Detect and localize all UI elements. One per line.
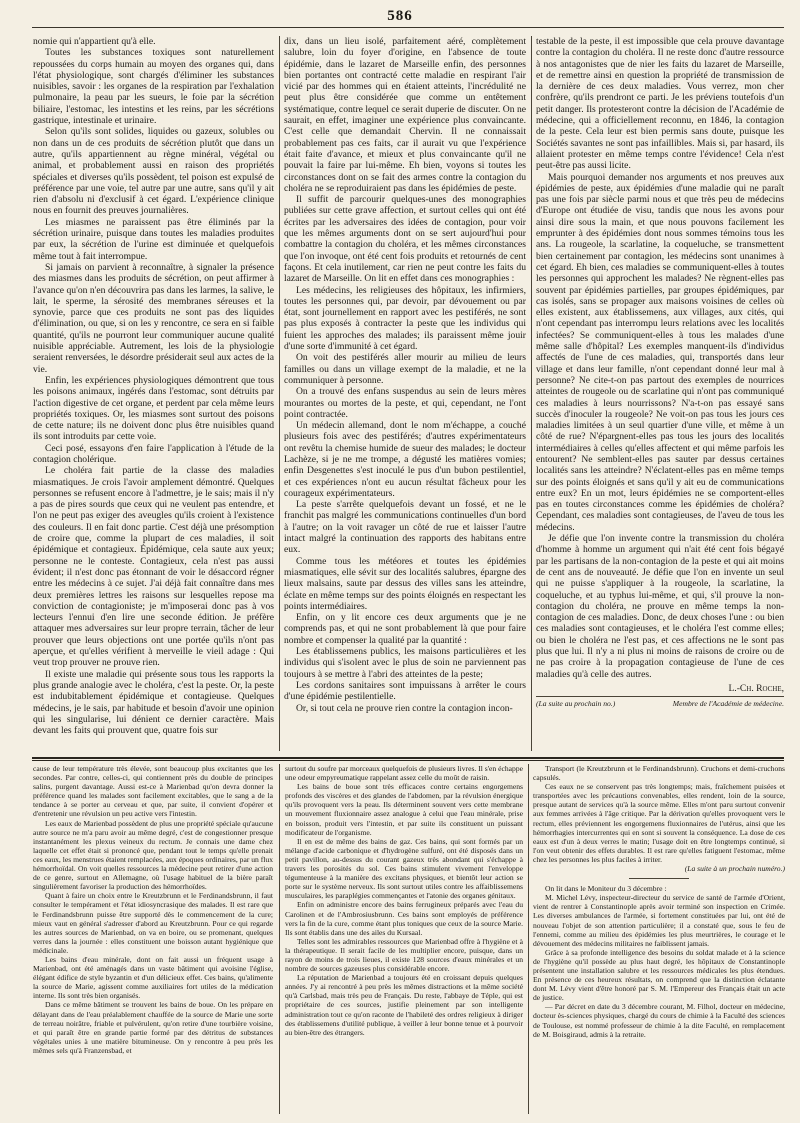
- paragraph: Les bains d'eau minérale, dont on fait aussi un fréquent usage à Marienbad, ont été aménagés dans un vaste bâtiment qui avoisine l'église, élégant édifice de style byzantin et d'un délicieux effet. Ces bains, qu'alimente la source de Marie, agissent comme auxiliaires fort utiles de la médication interne. Ils sont très bien organisés.: [33, 954, 273, 1001]
- paragraph: dix, dans un lieu isolé, parfaitement aéré, complètement salubre, loin du foyer d'origine, en l'absence de toute épidémie, dans le lazaret de Marseille enfin, des personnes bien portantes ont contracté cette maladie en respirant l'air vicié par des hommes qui en étaient atteints, l'incrédulité ne peut plus être considérée que comme un entêtement systématique, contre lequel ce serait duperie de discuter. On ne saurait, en effet, imaginer une expérience plus convaincante. C'est celle que demandait Chervin. Il ne connaissait probablement pas ces faits, car il aurait vu que l'expérience était faite d'avance, et mieux et plus convaincante qu'il ne pouvait la faire par lui-même. Eh bien, voyons si toutes les circonstances dont on se fait des armes contre la contagion du choléra ne se reproduiraient pas dans les épidémies de peste.: [284, 36, 526, 194]
- upper-column-3: [536, 36, 784, 751]
- paragraph: La réputation de Marienbad a toujours été en croissant depuis quelques années. J'y ai rencontré à peu près les mêmes distractions et la même société qu'à Carlsbad, mais très peu de Français. Du reste, l'abbaye de Téple, qui est propriétaire de ces sources, justifie pleinement par son intelligente administration tout ce qu'on raconte de l'habileté des ordres religieux à diriger des établissemens d'utilité publique, à veiller à leur bonne tenue et à pourvoir au bien-être des étrangers.: [285, 973, 523, 1037]
- paragraph: Les cordons sanitaires sont impuissans à arrêter le cours d'une épidémie pestilentielle.: [284, 679, 526, 703]
- paragraph: testable de la peste, il est impossible que cela prouve davantage contre la contagion du choléra. Il ne reste donc d'autre ressource à nos antagonistes que de nier les faits du lazaret de Marseille, et de remettre ainsi en question la propriété de transmission de la dernière de ces deux maladies. Vous verrez, mon cher confrère, qu'ils prendront ce parti. Je les préviens toutefois d'un petit danger. Ils protesteront contre la décision de l'Académie de médecine, qui a officiellement reconnu, en 1846, la contagion de la peste. Cela leur est bien permis sans doute, puisque les Sociétés savantes ne sont pas infaillibles. Mais si, par hasard, ils allaient protester en même temps contre l'évidence! Cela n'est peut-être pas aussi licite.: [536, 36, 784, 172]
- column-divider: [279, 36, 280, 751]
- paragraph: Je défie que l'on invente contre la transmission du choléra d'homme à homme un argument qui n'ait été cent fois bégayé par les partisans de la non-contagion de la peste et qui ait moins de cent ans de nouveauté. Je défie que l'on en invente un seul qui ne puisse s'appliquer à la rougeole, la scarlatine, la coqueluche, et au typhus lui-même, et qui, s'il prouve la non-contagion du choléra, ne prouve en même temps la non-contagion de ces maladies. Donc, de deux choses l'une : ou bien ces maladies sont contagieuses, et le choléra l'est comme elles; ou bien le choléra ne l'est pas, et ces affections ne le sont pas plus que lui. Il n'y a ni plus ni moins de raisons de croire ou de ne pas croire à la propagation contagieuse de l'une de ces maladies qu'à celle des autres.: [536, 533, 784, 680]
- section-rule-thin: [32, 760, 784, 761]
- paragraph: Il en est de même des bains de gaz. Ces bains, qui sont formés par un mélange d'acide carbonique et d'hydrogène sulfuré, ont été disposés dans un petit pavillon, au-dessus du courant gazeux très abondant qui s'échappe à travers les porosités du sol. Ces bains stimulent vivement l'enveloppe tégumenteuse à la manière des excitans physiques, et bientôt leur action se porte sur le système nerveux. Ils sont surtout utiles contre les affaiblissemens musculaires, les paraplégies commençantes et l'atonie des organes génitaux.: [285, 836, 523, 901]
- paragraph: Les établissemens publics, les maisons particulières et les individus qui s'isolent avec le plus de soin ne parviennent pas toujours à se mettre à l'abri des atteintes de la peste;: [284, 646, 526, 680]
- paragraph: Les bains de boue sont très efficaces contre certains engorgemens profonds des viscères et des glandes de l'abdomen, par la révulsion énergique qu'ils provoquent vers la peau. Ils déterminent souvent vers cette membrane un mouvement fluxionnaire assez analogue à celui que l'eau minérale, prise en boisson, produit vers l'intestin, et par suite ils constituent un puissant modificateur de l'organisme.: [285, 782, 523, 837]
- paragraph: Dans ce même bâtiment se trouvent les bains de boue. On les prépare en délayant dans de l'eau préalablement chauffée de la source de Marie une sorte de terreau noirâtre, friable et pulvérulent, qu'on retire d'une tourbière voisine, et qui paraît être en grande partie formé par des détritus de substances végétales unies à une matière bitumineuse. On y rencontre à peu près les mêmes sels qu'à Franzensbad, et: [33, 1000, 273, 1055]
- paragraph: — Par décret en date du 3 décembre courant, M. Filhol, docteur en médecine, docteur ès-sciences physiques, chargé du cours de chimie à la Faculté des sciences de Toulouse, est nommé professeur de chimie à la dite Faculté, en remplacement de M. Boisgiraud, admis à la retraite.: [533, 1002, 785, 1039]
- paragraph: Comme tous les météores et toutes les épidémies miasmatiques, elle sévit sur des localités salubres, épargne des lieux malsains, saute par dessus des villes sans les atteindre, éclate en même temps sur des points éloignés en respectant les points intermédiaires.: [284, 555, 526, 612]
- paragraph: cause de leur température très élevée, sont beaucoup plus excitantes que les secondes. Par contre, celles-ci, qui contiennent près du double de principes salins, purgent davantage. Aussi est-ce à Marienbad qu'on devra donner la préférence quand les malades sont facilement excitables, que le sang a de la tendance à se porter au cerveau et que, par suite, il convient d'opérer et d'entretenir une révulsion un peu active vers l'intestin.: [33, 764, 273, 819]
- page-number: 586: [387, 8, 413, 24]
- upper-column-1: [33, 36, 274, 751]
- paragraph: La peste s'arrête quelquefois devant un fossé, et ne le franchit pas malgré les communications continuelles d'un bord à l'autre; on la voit ravager un côté de rue et laisser l'autre intact malgré la continuation des rapports des habitans entre eux.: [284, 499, 526, 556]
- lower-column-1: [33, 764, 273, 1114]
- section-rule: [32, 757, 784, 759]
- header-rule: [32, 27, 784, 28]
- paragraph: Le choléra fait partie de la classe des maladies miasmatiques. Je crois l'avoir amplement démontré. Quelques personnes se refusent encore à l'admettre, je le sais; mais il n'y a pas de pires sourds que ceux qui ne veulent pas entendre, et l'on ne peut pas exiger des aveugles qu'ils croient à l'existence des couleurs. Il en fait donc partie. C'est déjà une présomption de croire que, comme la plupart de ces maladies, il soit épidémique et contagieux. Épidémique, cela saute aux yeux; personne ne le conteste. Contagieux, cela n'est pas aussi évident; il n'est donc pas étonnant de voir le désaccord régner entre les médecins à ce sujet. J'ai déjà fait connaître dans mes deux premières lettres les raisons sur lesquelles repose ma conviction de contagioniste; je m'imposerai donc pas à vos lecteurs l'ennui d'en lire une seconde édition. Je préfère attaquer mes adversaires sur leur propre terrain, tâcher de leur prouver que leurs objections ont une portée qu'ils n'ont pas aperçue, et qu'elles vérifient à merveille le vieil adage : Qui veut trop prouver ne prouve rien.: [33, 465, 274, 669]
- paragraph: Or, si tout cela ne prouve rien contre la contagion incon-: [296, 702, 513, 714]
- paragraph: Enfin, les expériences physiologiques démontrent que tous les poisons animaux, ingérés dans l'estomac, sont détruits par l'action digestive de cet organe, et perdent par cela même leurs propriétés toxiques. Or, les miasmes sont surtout des poisons de cette nature; ils ne doivent donc plus être nuisibles quand ils sont introduits par cette voie.: [33, 374, 274, 443]
- paragraph: Toutes les substances toxiques sont naturellement repoussées du corps humain au moyen des organes qui, dans l'état physiologique, sont chargés d'éliminer les substances nuisibles, savoir : les organes de la respiration par l'exhalation pulmonaire, la peau par les sueurs, le foie par la sécrétion biliaire, l'estomac, les intestins et les reins, par les sécrétions gastrique, intestinale et urinaire.: [33, 47, 274, 127]
- paragraph: Selon qu'ils sont solides, liquides ou gazeux, solubles ou non dans un de ces produits de sécrétion plutôt que dans un autre, qu'ils appartiennent au règne minéral, végétal ou animal, et probablement aussi en raison des propriétés spéciales et diverses qu'ils possèdent, tel poison est expulsé de préférence par une voie, tel autre par une autre, sans qu'il y ait rien d'absolu ni d'exclusif à cet égard. L'expérience clinique nous en fournit des preuves journalières.: [33, 126, 274, 217]
- author-signature: L.-Ch. Roche,: [728, 682, 784, 694]
- paragraph: On voit des pestiférés aller mourir au milieu de leurs familles ou dans un village exempt de la maladie, et ne la communiquer à personne.: [284, 352, 526, 386]
- paragraph: Ceci posé, essayons d'en faire l'application à l'étude de la contagion cholérique.: [33, 442, 274, 465]
- paragraph: Telles sont les admirables ressources que Marienbad offre à l'hygiène et à la thérapeutique. Il serait facile de les multiplier encore, puisque, dans un rayon de moins de trois lieues, il existe 128 sources d'eaux minérales et un nombre de sources gazeuses plus considérable encore.: [285, 936, 523, 974]
- paragraph: Enfin on administre encore des bains ferrugineux préparés avec l'eau du Carolinen et de l'Ambrosiusbrunn. Ces bains sont employés de préférence vers la fin de la cure, comme étant plus toniques que ceux de la source Marie. Ils sont établis dans une des ailes du Kursaal.: [285, 900, 523, 937]
- paragraph: On lit dans le Moniteur du 3 décembre :: [545, 884, 667, 894]
- paragraph: Il suffit de parcourir quelques-unes des monographies publiées sur cette grave affection, et surtout celles qui ont été écrites par les adversaires des idées de contagion, pour voir que les mêmes arguments dont on se sert aujourd'hui pour combattre la contagion du choléra, et les mêmes circonstances que l'on invoque, ont été cent fois produits et retournés de cent façons. Et cela inutilement, car rien ne peut contre les faits du lazaret de Marseille. On lit en effet dans ces monographies :: [284, 194, 526, 285]
- upper-column-3-body: [536, 36, 784, 680]
- lower-column-2: [285, 764, 523, 1114]
- paragraph: On a trouvé des enfans suspendus au sein de leurs mères mourantes ou mortes de la peste, et qui, cependant, ne l'ont point contractée.: [284, 386, 526, 420]
- column-divider: [528, 764, 529, 1114]
- column-divider: [279, 764, 280, 1114]
- upper-column-2: [284, 36, 526, 751]
- paragraph: (La suite à un prochain numéro.): [684, 864, 785, 874]
- paragraph: nomie qui n'appartient qu'à elle.: [33, 36, 156, 47]
- signature-line: [536, 696, 784, 709]
- paragraph: Grâce à sa profonde intelligence des besoins du soldat malade et à la science de l'hygiène qu'il possède au plus haut degré, les hôpitaux de Constantinople présentent une installation salubre et les ressources médicales les plus étendues. En présence de ces heureux résultats, on comprend que la distinction éclatante dont M. Lévy vient d'être honoré par S. M. l'Empereur des Français était un acte de justice.: [533, 947, 785, 1003]
- paragraph: surtout du soufre par morceaux quelquefois de plusieurs livres. Il s'en échappe une odeur empyreumatique rappelant assez celle du moût de raisin.: [285, 764, 523, 783]
- column-divider: [531, 36, 532, 751]
- paragraph: Il existe une maladie qui présente sous tous les rapports la plus grande analogie avec le choléra, c'est la peste. Or, la peste est indubitablement épidémique et contagieuse. Quelques médecins, je le sais, par habitude et besoin d'avoir une opinion qui les singularise, lui dénient ce dernier caractère. Mais devant les faits qui prouvent que, quatre fois sur: [33, 668, 274, 737]
- section-divider: [629, 878, 689, 879]
- paragraph: M. Michel Lévy, inspecteur-directeur du service de santé de l'armée d'Orient, vient de rentrer à Constantinople après avoir terminé son inspection en Crimée. Les diverses ambulances de l'armée, si fortement constituées par lui, ont été de nouveau l'objet de son attention particulière; il a constaté que, sous le feu de l'ennemi, comme au milieu des épidémies les plus meurtrières, le courage et le dévouement des médecins militaires ne faiblissent jamais.: [533, 893, 785, 948]
- author-title: Membre de l'Académie de médecine.: [672, 699, 784, 709]
- paragraph: Les médecins, les religieuses des hôpitaux, les infirmiers, toutes les personnes qui, par devoir, par dévouement ou par état, sont journellement en rapport avec les pestiférés, ne sont pas plus exposés à contracter la peste que les individus qui fuient les approches des malades; ils paraissent même jouir d'une sorte d'immunité à cet égard.: [284, 284, 526, 353]
- paragraph: Ces eaux ne se conservent pas très longtemps; mais, fraîchement puisées et transportées avec les précautions convenables, elles rendent, loin de la source, presque autant de services qu'à la source même. Elles m'ont paru surtout convenir aux femmes arrivées à l'âge critique. Par la dérivation qu'elles provoquent vers le rectum, elles préviennent les engorgemens fluxionnaires de l'utérus, ainsi que les hémorrhagies intercurrentes qui en sont si souvent la conséquence. La dose de ces eaux est d'un à deux verres le matin; l'usage doit en être longtemps continué, si l'on veut obtenir des effets durables. Il est rare qu'elles fatiguent l'estomac, même chez les personnes les plus faciles à irriter.: [533, 782, 785, 864]
- paragraph: Transport (le Kreutzbrunn et le Ferdinandsbrunn). Cruchons et demi-cruchons capsulés.: [533, 764, 785, 783]
- paragraph: Enfin, on y lit encore ces deux arguments que je ne comprends pas, et qui ne sont probablement là que pour faire nombre et compenser la qualité par la quantité :: [284, 612, 526, 646]
- paragraph: Un médecin allemand, dont le nom m'échappe, a couché plusieurs fois avec des pestiférés; d'autres expérimentateurs ont revêtu la chemise humide de sueur des malades; le docteur Lachèze, si je ne me trompe, a dégusté les matières vomies; enfin Desgenettes s'est inoculé le pus d'un bubon pestilentiel, et ces expériences n'ont eu aucun résultat fâcheux pour les courageux expérimentateurs.: [284, 420, 526, 499]
- paragraph: Si jamais on parvient à reconnaître, à signaler la présence des miasmes dans les produits de sécrétion, on peut affirmer à l'avance qu'on n'en découvrira pas dans les larmes, la salive, le lait, le sperme, la sérosité des membranes séreuses et la synovie, parce que ces produits ne sont pas des liquides d'élimination, ou que, si on les y rencontre, ce sera en si faible quantité, qu'ils ne pourront leur communiquer aucune qualité nuisible appréciable. Autrement, les lois de la physiologie seraient renversées, le désordre présiderait seul aux actes de la vie.: [33, 261, 274, 375]
- paragraph: Quant à faire un choix entre le Kreutzbrunn et le Ferdinandsbrunn, il faut consulter le tempérament et l'état idiosyncrasique des malades. Il est rare que le Ferdinandsbrunn puisse être supporté dès le commencement de la cure; mieux vaut en général s'adresser d'abord au Kreutzbrunn. Pour ce qui regarde les autres sources de Marienbad, on va en boire, ou se promenant, quelques verres dans la journée : elles constituent une boisson autant hygiénique que médicinale.: [33, 891, 273, 955]
- continued-note: (La suite au prochain no.): [536, 699, 616, 709]
- lower-column-3: [533, 764, 785, 1114]
- paragraph: Mais pourquoi demander nos arguments et nos preuves aux épidémies de peste, aux épidémies d'une maladie qui ne paraît pas une fois par siècle parmi nous et que très peu de médecins d'Europe ont étudiée de visu, tandis que nous les avons pour ainsi dire sous la main, et que nous pouvons facilement les emprunter à des épidémies dont nous sommes témoins tous les ans. La rougeole, la scarlatine, la coqueluche, se transmettent bien certainement par contagion, les médecins sont unanimes à cet égard. Eh bien, ces maladies se communiquent-elles à toutes les personnes qui approchent les malades? Ne règnent-elles pas souvent par épidémies partielles, par groupes épidémiques, par cas isolés, sans se propager aux maisons voisines de celles où elles existent, aux établissemens, aux villages, aux cités, qui n'ont cependant pas interrompu leurs relations avec les localités infectées? Se communiquent-elles à tous les malades d'une même salle d'hôpital? Les exemples manquent-ils d'individus affectés de l'une de ces maladies, qui, transportés dans leur village et dans leur famille, n'ont cependant donné leur mal à personne? Ne cite-t-on pas partout des exemples de nourrices atteintes de rougeole ou de scarlatine qui n'ont pas communiqué ces maladies à leurs nourrissons? N'a-t-on pas essayé sans succès d'inoculer la rougeole? Ne voit-on pas tous les jours ces maladies limitées à un seul quartier d'une ville, et même à un côté de rue? N'épargnent-elles pas tous les jours des localités intermédiaires à celles qu'elles affectent et qui même parfois les entourent? Ne semblent-elles pas sauter par dessus certaines localités sans les atteindre? N'éclatent-elles pas en même temps sur des points éloignés et sans qu'il y ait eu de communications entre eux? En un mot, leurs épidémies ne se comportent-elles pas en toutes circonstances comme les épidémies de choléra? Cependant, ces maladies sont contagieuses, de l'aveu de tous les médecins.: [536, 171, 784, 533]
- paragraph: Les eaux de Marienbad possèdent de plus une propriété spéciale qu'aucune autre source ne m'a paru avoir au même degré, c'est de congestionner presque instantanément les plexus veineux du rectum. Je connais une dame chez laquelle cet effet était si prononcé que, pendant tout le temps qu'elle prenait ces eaux, les menstrues étaient remplacées, aux époques ordinaires, par un flux hémorrhoïdal. On voit quelles ressources la médecine peut retirer d'une action de ce genre, surtout en Allemagne, où l'usage habituel de la bière paraît singulièrement favoriser la production des hémorrhoïdes.: [33, 818, 273, 892]
- paragraph: Les miasmes ne paraissent pas être éliminés par la sécrétion urinaire, puisque dans toutes les maladies produites par eux, la sécrétion de l'urine est diminuée et quelquefois même tout à fait interrompue.: [33, 216, 274, 262]
